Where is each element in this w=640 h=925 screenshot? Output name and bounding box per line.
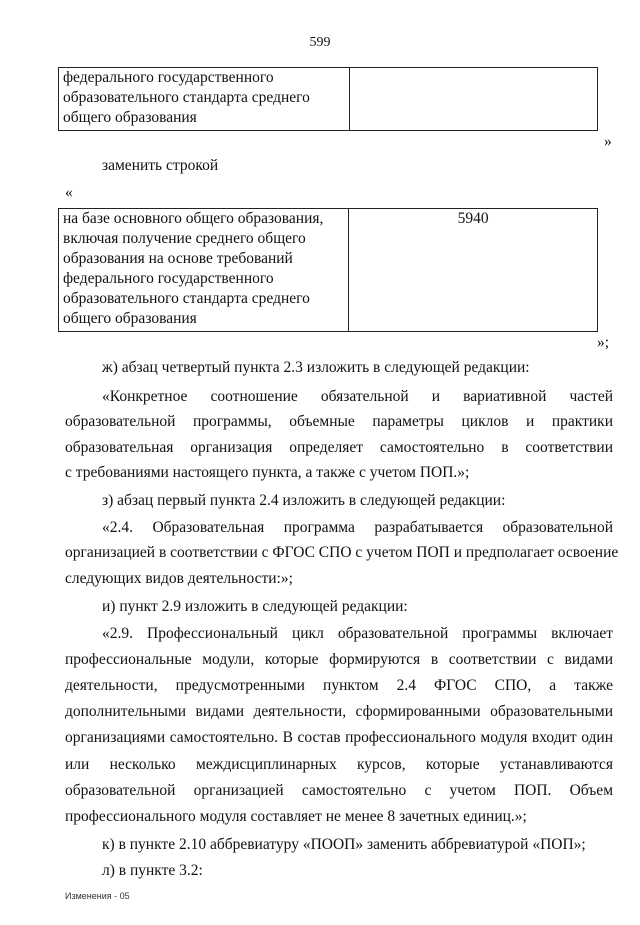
text-line: «2.9. Профессиональный цикл образовательной программы включает <box>102 625 613 642</box>
text-line: «Конкретное соотношение обязательной и вариативной частей <box>102 388 613 405</box>
table-old-row <box>58 67 598 131</box>
paragraph-heading-z: з) абзац первый пункта 2.4 изложить в следующей редакции: <box>102 492 506 509</box>
cell-line: образовательного стандарта среднего <box>63 290 310 307</box>
table-cell-description <box>59 68 350 131</box>
closing-quote: » <box>604 133 612 150</box>
text-line: организацией в соответствии с ФГОС СПО с учетом ПОП и предполагает освоение <box>65 544 619 561</box>
cell-line: включая получение среднего общего <box>63 230 306 247</box>
paragraph-heading-i: и) пункт 2.9 изложить в следующей редакции: <box>102 598 408 615</box>
table-cell-description <box>59 209 349 332</box>
paragraph-heading-l: л) в пункте 3.2: <box>102 862 203 879</box>
table-cell-value <box>349 68 598 131</box>
text-line: профессионального модуля составляет не менее 8 зачетных единиц.»; <box>65 808 527 825</box>
footer-revision-label: Изменения - 05 <box>65 891 130 901</box>
cell-line: образовательного стандарта среднего <box>63 89 310 106</box>
cell-line: образования на основе требований <box>63 250 293 267</box>
table-new-row <box>58 208 598 332</box>
table-cell-value: 5940 <box>349 209 598 332</box>
table-row <box>59 209 598 332</box>
replace-instruction: заменить строкой <box>102 157 219 174</box>
text-line: образовательной организацией самостоятельно с учетом ПОП. Объем <box>65 782 613 799</box>
text-line: следующих видов деятельности:»; <box>65 570 293 587</box>
cell-line: на базе основного общего образования, <box>63 210 324 227</box>
cell-line: общего образования <box>63 109 197 126</box>
text-line: деятельности, предусмотренными пунктом 2.4 ФГОС СПО, а также <box>65 677 613 694</box>
paragraph-heading-zh: ж) абзац четвертый пункта 2.3 изложить в следующей редакции: <box>102 359 530 376</box>
cell-line: общего образования <box>63 310 197 327</box>
paragraph-heading-k: к) в пункте 2.10 аббревиатуру «ПООП» заменить аббревиатурой «ПОП»; <box>102 836 586 853</box>
closing-quote: »; <box>597 334 610 351</box>
text-line: образовательной программы, объемные параметры циклов и практики <box>65 413 613 430</box>
page-number: 599 <box>309 35 331 50</box>
text-line: дополнительными видами деятельности, сформированными образовательными <box>65 703 613 720</box>
opening-quote: « <box>65 184 73 201</box>
text-line: с требованиями настоящего пункта, а также с учетом ПОП.»; <box>65 464 470 481</box>
text-line: образовательная организация определяет самостоятельно в соответствии <box>65 439 613 456</box>
text-line: или несколько междисциплинарных курсов, которые устанавливаются <box>65 756 613 773</box>
text-line: организациями самостоятельно. В состав профессионального модуля входит один <box>65 729 613 746</box>
table-row <box>59 68 598 131</box>
text-line: профессиональные модули, которые формируются в соответствии с видами <box>65 651 613 668</box>
cell-line: федерального государственного <box>63 270 274 287</box>
cell-line: федерального государственного <box>63 69 274 86</box>
text-line: «2.4. Образовательная программа разрабатывается образовательной <box>102 519 613 536</box>
